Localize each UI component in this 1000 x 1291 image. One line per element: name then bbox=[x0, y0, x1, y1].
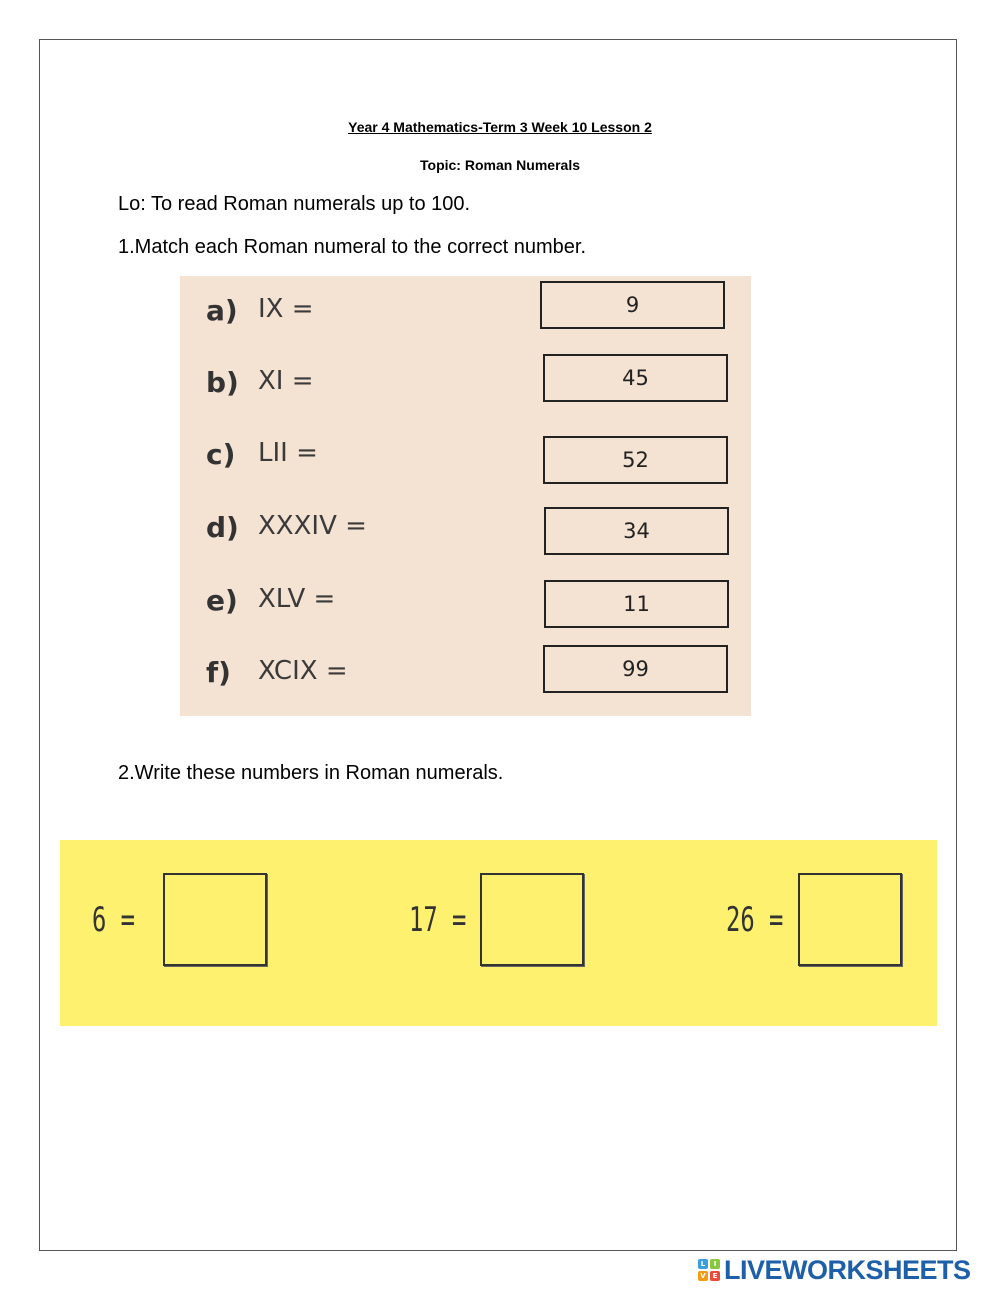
liveworksheets-logo bbox=[698, 1255, 971, 1285]
number-box-1[interactable]: 9 bbox=[540, 281, 725, 329]
row-label-e: e) bbox=[206, 584, 238, 617]
number-box-4[interactable]: 34 bbox=[544, 507, 729, 555]
worksheet-title: Year 4 Mathematics-Term 3 Week 10 Lesson 2 bbox=[348, 119, 652, 135]
roman-numeral-c: LII = bbox=[258, 438, 318, 468]
number-label-6: 6 = bbox=[92, 900, 135, 940]
roman-writing-panel bbox=[60, 840, 937, 1026]
number-label-17: 17 = bbox=[409, 900, 467, 940]
number-box-5[interactable]: 11 bbox=[544, 580, 729, 628]
logo-square-e: E bbox=[710, 1271, 720, 1281]
liveworksheets-icon bbox=[698, 1259, 720, 1281]
number-box-6[interactable]: 99 bbox=[543, 645, 728, 693]
matching-panel bbox=[180, 276, 751, 716]
liveworksheets-wordmark: LIVEWORKSHEETS bbox=[724, 1254, 971, 1285]
worksheet-topic: Topic: Roman Numerals bbox=[420, 157, 580, 173]
row-label-b: b) bbox=[206, 366, 239, 399]
number-box-2[interactable]: 45 bbox=[543, 354, 728, 402]
logo-square-v: V bbox=[698, 1271, 708, 1281]
logo-square-l: L bbox=[698, 1259, 708, 1269]
row-label-c: c) bbox=[206, 438, 236, 471]
question-1-prompt: 1.Match each Roman numeral to the correct number. bbox=[118, 236, 587, 258]
answer-box-26[interactable] bbox=[798, 873, 902, 966]
roman-numeral-e: XLV = bbox=[258, 584, 336, 614]
question-2-prompt: 2.Write these numbers in Roman numerals. bbox=[118, 762, 504, 784]
logo-square-i: I bbox=[710, 1259, 720, 1269]
roman-numeral-a: IX = bbox=[258, 294, 314, 324]
answer-box-17[interactable] bbox=[480, 873, 584, 966]
learning-objective: Lo: To read Roman numerals up to 100. bbox=[118, 193, 471, 215]
roman-numeral-b: XI = bbox=[258, 366, 314, 396]
row-label-f: f) bbox=[206, 656, 231, 689]
number-label-26: 26 = bbox=[726, 900, 784, 940]
answer-box-6[interactable] bbox=[163, 873, 267, 966]
row-label-d: d) bbox=[206, 511, 239, 544]
roman-numeral-f: XCIX = bbox=[258, 656, 348, 686]
roman-numeral-d: XXXIV = bbox=[258, 511, 367, 541]
row-label-a: a) bbox=[206, 294, 238, 327]
number-box-3[interactable]: 52 bbox=[543, 436, 728, 484]
